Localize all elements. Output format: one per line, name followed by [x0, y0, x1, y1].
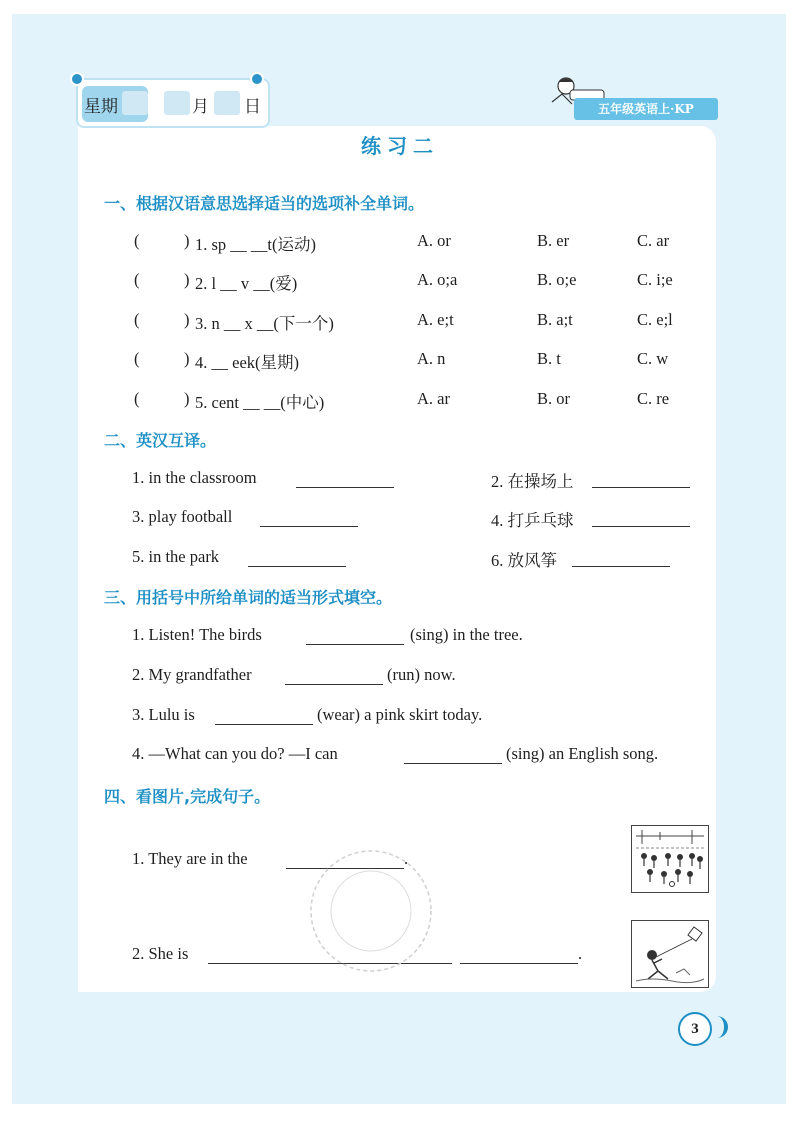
book-tag: 五年级英语上·KP	[574, 98, 718, 120]
picture-sentence-start: 2. She is	[132, 944, 189, 963]
option-b[interactable]: B. t	[537, 349, 561, 368]
answer-blank[interactable]	[296, 487, 394, 488]
fill-sentence-end: (run) now.	[387, 665, 456, 684]
option-a[interactable]: A. o;a	[417, 270, 458, 289]
section2-heading: 二、英汉互译。	[104, 431, 217, 450]
fill-sentence-start: 1. Listen! The birds	[132, 625, 262, 644]
page-number-wave-icon	[706, 1016, 728, 1038]
answer-paren-close: )	[184, 270, 190, 289]
answer-blank[interactable]	[404, 763, 502, 764]
answer-paren-close: )	[184, 349, 190, 368]
kite-picture	[631, 920, 709, 988]
translate-prompt: 5. in the park	[132, 547, 220, 566]
fill-sentence-start: 2. My grandfather	[132, 665, 252, 684]
section1-heading: 一、根据汉语意思选择适当的选项补全单词。	[104, 194, 425, 213]
answer-paren-open: (	[134, 231, 140, 250]
page-title: 练习二	[361, 134, 439, 158]
picture-sentence-start: 1. They are in the	[132, 849, 248, 868]
option-c[interactable]: C. e;l	[637, 310, 673, 329]
answer-blank[interactable]	[306, 644, 404, 645]
option-a[interactable]: A. n	[417, 349, 446, 368]
answer-blank[interactable]	[248, 566, 346, 567]
page-number: 3	[678, 1012, 712, 1046]
date-box	[76, 78, 270, 128]
answer-blank[interactable]	[285, 684, 383, 685]
answer-blank[interactable]	[592, 487, 690, 488]
weekday-blank[interactable]	[122, 91, 148, 115]
answer-blank[interactable]	[215, 724, 313, 725]
section3-heading: 三、用括号中所给单词的适当形式填空。	[104, 588, 393, 607]
answer-paren-open: (	[134, 310, 140, 329]
translate-prompt: 2. 在操场上	[491, 472, 574, 491]
fill-sentence-start: 3. Lulu is	[132, 705, 195, 724]
answer-blank[interactable]	[592, 526, 690, 527]
day-label: 日	[244, 97, 261, 117]
weekday-label: 星期	[84, 97, 118, 117]
answer-paren-close: )	[184, 310, 190, 329]
option-b[interactable]: B. or	[537, 389, 570, 408]
question-word: 4. __ eek(星期)	[195, 353, 300, 372]
section4-heading: 四、看图片,完成句子。	[104, 787, 271, 806]
option-b[interactable]: B. er	[537, 231, 570, 250]
question-word: 2. l __ v __(爱)	[195, 274, 298, 293]
option-c[interactable]: C. re	[637, 389, 670, 408]
option-c[interactable]: C. ar	[637, 231, 670, 250]
day-blank[interactable]	[214, 91, 240, 115]
fill-sentence-start: 4. —What can you do? —I can	[132, 744, 338, 763]
answer-paren-open: (	[134, 270, 140, 289]
playground-picture	[631, 825, 709, 893]
translate-prompt: 6. 放风筝	[491, 551, 557, 570]
translate-prompt: 4. 打乒乓球	[491, 511, 574, 530]
picture-sentence-end: .	[404, 849, 409, 868]
fill-sentence-end: (wear) a pink skirt today.	[317, 705, 483, 724]
fill-sentence-end: (sing) in the tree.	[410, 625, 523, 644]
translate-prompt: 3. play football	[132, 507, 233, 526]
answer-blank[interactable]	[572, 566, 670, 567]
month-blank[interactable]	[164, 91, 190, 115]
pin-icon	[70, 72, 84, 86]
answer-paren-open: (	[134, 389, 140, 408]
answer-blank[interactable]	[260, 526, 358, 527]
translate-prompt: 1. in the classroom	[132, 468, 257, 487]
option-c[interactable]: C. w	[637, 349, 669, 368]
month-label: 月	[192, 97, 209, 117]
option-b[interactable]: B. a;t	[537, 310, 573, 329]
answer-paren-close: )	[184, 231, 190, 250]
answer-blank[interactable]	[460, 963, 578, 964]
picture-sentence-end: .	[578, 944, 583, 963]
question-word: 3. n __ x __(下一个)	[195, 314, 334, 333]
option-a[interactable]: A. ar	[417, 389, 450, 408]
answer-paren-close: )	[184, 389, 190, 408]
pin-icon	[250, 72, 264, 86]
answer-paren-open: (	[134, 349, 140, 368]
option-a[interactable]: A. or	[417, 231, 451, 250]
fill-sentence-end: (sing) an English song.	[506, 744, 659, 763]
option-c[interactable]: C. i;e	[637, 270, 673, 289]
option-a[interactable]: A. e;t	[417, 310, 454, 329]
question-word: 1. sp __ __t(运动)	[195, 235, 316, 254]
option-b[interactable]: B. o;e	[537, 270, 577, 289]
question-word: 5. cent __ __(中心)	[195, 393, 325, 412]
watermark-stamp-icon	[296, 836, 446, 986]
